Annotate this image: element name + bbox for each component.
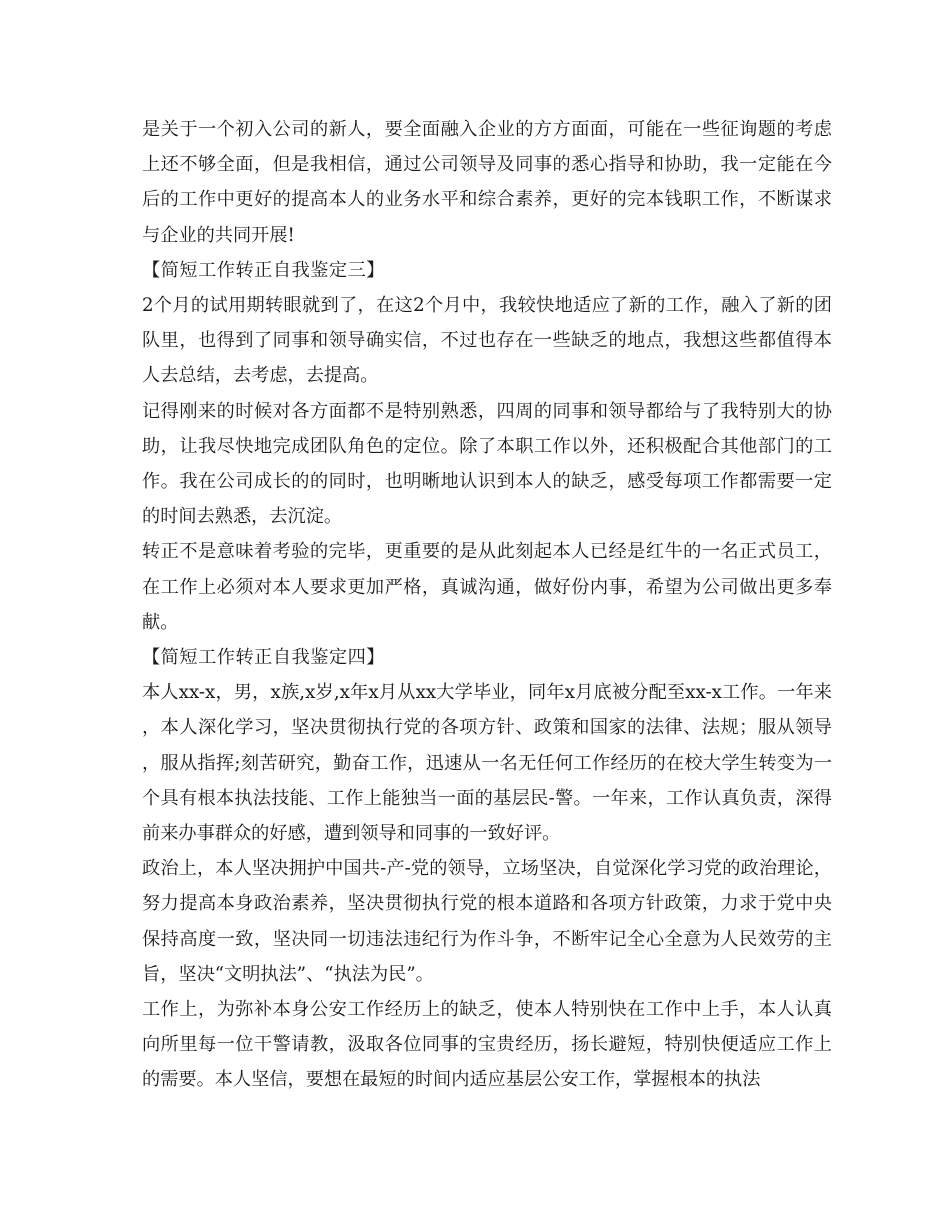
section-heading-three: 【简短工作转正自我鉴定三】 <box>142 259 385 281</box>
section-heading-four: 【简短工作转正自我鉴定四】 <box>142 647 385 669</box>
paragraph-personal-intro: 本人xx-x，男，x族,x岁,x年x月从xx大学毕业，同年x月底被分配至xx-x工作。一年来，本人深化学习，坚决贯彻执行党的各项方针、政策和国家的法律、法规；服从领导，服从指挥;刻苦研究，勤奋工作，迅速从一名无任何工作经历的在校大学生转变为一个具有根本执法技能、工作上能独当一面的基层民-警。一年来，工作认真负责，深得前来办事群众的好感，遭到领导和同事的一致好评。 <box>142 682 832 845</box>
paragraph-formal-employee: 转正不是意味着考验的完毕，更重要的是从此刻起本人已经是红牛的一名正式员工，在工作上必须对本人要求更加严格，真诚沟通，做好份内事，希望为公司做出更多奉献。 <box>142 541 832 633</box>
paragraph-arrival: 记得刚来的时候对各方面都不是特别熟悉，四周的同事和领导都给与了我特别大的协助，让我尽快地完成团队角色的定位。除了本职工作以外，还积极配合其他部门的工作。我在公司成长的的同时，也明晰地认识到本人的缺乏，感受每项工作都需要一定的时间去熟悉，去沉淀。 <box>142 400 832 528</box>
paragraph-politics: 政治上，本人坚决拥护中国共-产-党的领导，立场坚决，自觉深化学习党的政治理论，努力提高本身政治素养，坚决贯彻执行党的根本道路和各项方针政策，力求于党中央保持高度一致，坚决同一切违法违纪行为作斗争，不断牢记全心全意为人民效劳的主旨，坚决“文明执法”、“执法为民”。 <box>142 858 832 985</box>
document-body <box>142 112 832 1098</box>
paragraph-work: 工作上，为弥补本身公安工作经历上的缺乏，使本人特别快在工作中上手，本人认真向所里每一位干警请教，汲取各位同事的宝贵经历，扬长避短，特别快便适应工作上的需要。本人坚信，要想在最短的时间内适应基层公安工作，掌握根本的执法 <box>142 999 832 1091</box>
paragraph-trial-period: 2个月的试用期转眼就到了，在这2个月中，我较快地适应了新的工作，融入了新的团队里，也得到了同事和领导确实信，不过也存在一些缺乏的地点，我想这些都值得本人去总结，去考虑，去提高。 <box>142 295 832 387</box>
paragraph-intro-conclusion: 是关于一个初入公司的新人，要全面融入企业的方方面面，可能在一些征询题的考虑上还不够全面，但是我相信，通过公司领导及同事的悉心指导和协助，我一定能在今后的工作中更好的提高本人的业务水平和综合素养，更好的完本钱职工作，不断谋求与企业的共同开展! <box>142 119 832 246</box>
